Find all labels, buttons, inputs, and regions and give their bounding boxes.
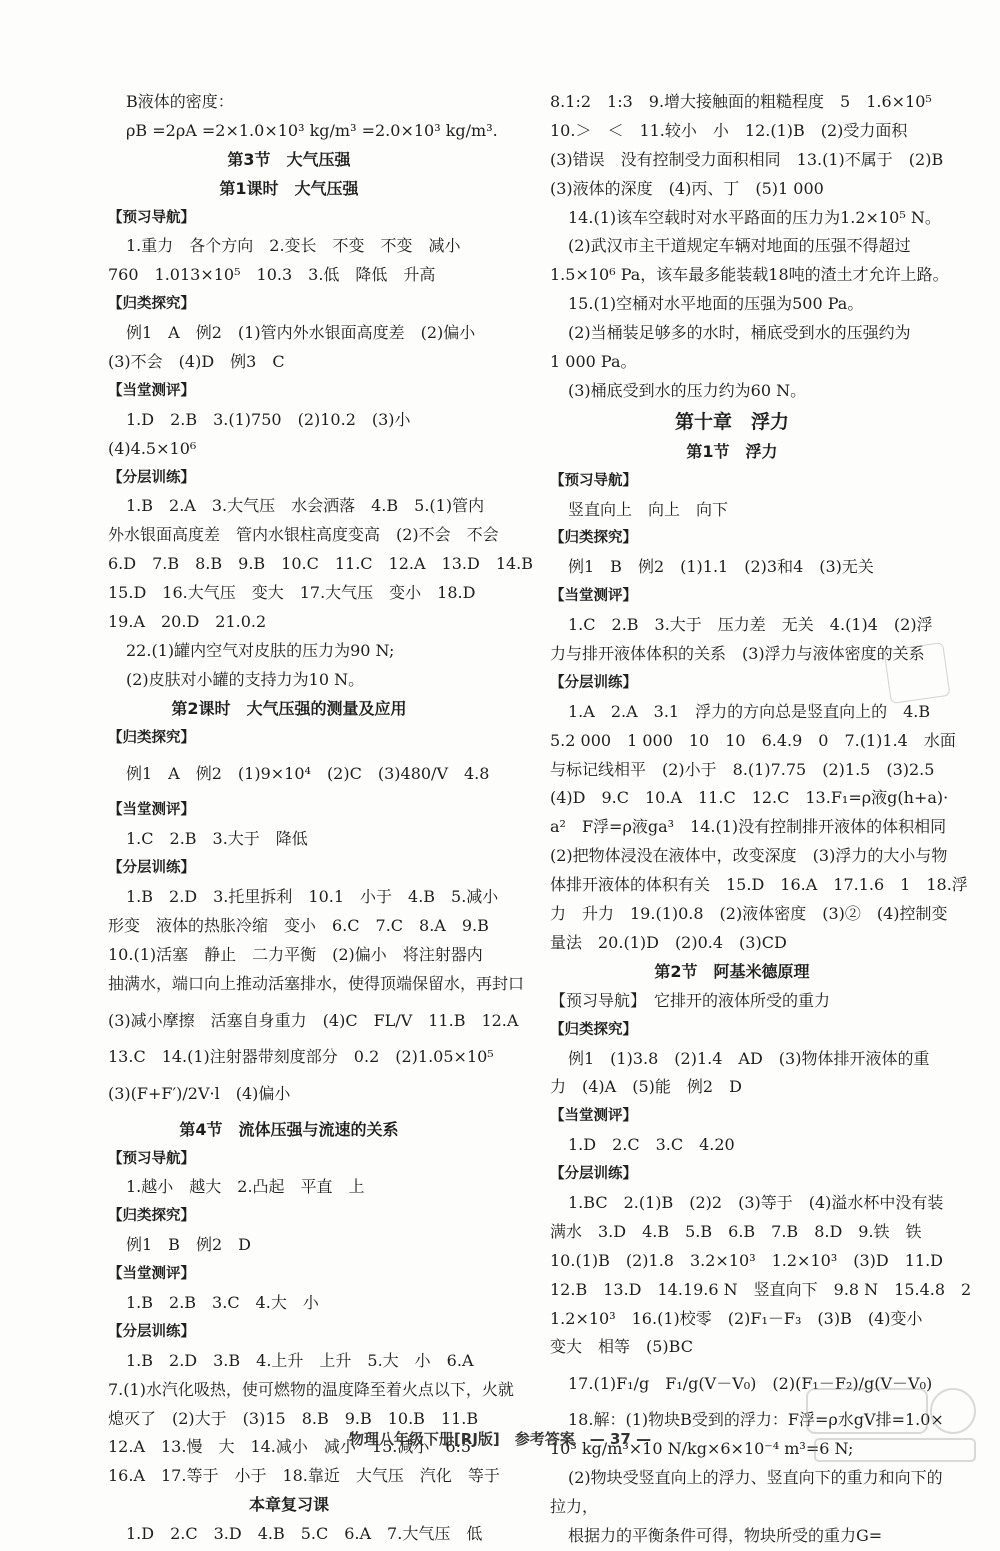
right-column-line: 拉力， [550, 1496, 599, 1516]
right-column-line: 【当堂测评】 [550, 1108, 637, 1125]
right-column-line: 根据力的平衡条件可得，物块所受的重力G= [568, 1525, 883, 1545]
left-column-line: B液体的密度： [126, 92, 234, 111]
right-column-line: 1.5×10⁶ Pa，该车最多能装载18吨的渣土才允许上路。 [550, 265, 949, 285]
stamp-watermark [884, 642, 951, 704]
right-column-line: (3)桶底受到水的压力约为60 N。 [568, 380, 807, 400]
left-column-line: 760 1.013×10⁵ 10.3 3.低 降低 升高 [108, 265, 436, 285]
right-column-line: 10³ kg/m³×10 N/kg×6×10⁻⁴ m³=6 N; [550, 1439, 854, 1459]
left-column-line: 形变 液体的热胀冷缩 变小 6.C 7.C 8.A 9.B [108, 916, 489, 936]
left-column-line: 7.(1)水汽化吸热，使可燃物的温度降至着火点以下，火就 [108, 1379, 514, 1399]
left-column-line: 1.B 2.D 3.托里拆利 10.1 小于 4.B 5.减小 [126, 887, 499, 907]
left-column-line: ρB =2ρA =2×1.0×10³ kg/m³ =2.0×10³ kg/m³. [126, 120, 498, 140]
left-column-line: 【归类探究】 [108, 729, 195, 746]
left-column-line: 【分层训练】 [108, 469, 195, 486]
right-column-line: 【归类探究】 [550, 530, 637, 547]
left-column-line: (3)不会 (4)D 例3 C [108, 352, 285, 372]
right-column-line: 体排开液体的体积有关 15.D 16.A 17.1.6 1 18.浮 [550, 875, 968, 895]
right-column-line: (3)错误 没有控制受力面积相同 13.(1)不属于 (2)B [550, 149, 944, 169]
left-column-line: 第3节 大气压强 [227, 149, 351, 169]
left-column-line: 1.D 2.C 3.D 4.B 5.C 6.A 7.大气压 低 [126, 1524, 483, 1544]
right-column-line: 1.BC 2.(1)B (2)2 (3)等于 (4)溢水杯中没有装 [568, 1192, 944, 1212]
left-column-line: 【归类探究】 [108, 1208, 195, 1225]
right-column-line: (2)把物体浸没在液体中，改变深度 (3)浮力的大小与物 [550, 846, 948, 866]
left-column-line: 例1 B 例2 D [126, 1235, 251, 1255]
left-column-line: 抽满水，端口向上推动活塞排水，使得顶端保留水，再封口 [108, 973, 525, 993]
right-column-line: 力与排开液体体积的关系 (3)浮力与液体密度的关系 [550, 644, 925, 664]
left-column-line: 【分层训练】 [108, 860, 195, 877]
left-column-line: 【预习导航】 [108, 1150, 195, 1167]
left-column-line: 1.B 2.A 3.大气压 水会洒落 4.B 5.(1)管内 [126, 496, 485, 516]
left-column-line: 例1 A 例2 (1)9×10⁴ (2)C (3)480/V 4.8 [126, 764, 490, 784]
left-column-line: 1.B 2.D 3.B 4.上升 上升 5.大 小 6.A [126, 1350, 474, 1370]
left-column-line: 1.重力 各个方向 2.变长 不变 不变 减小 [126, 236, 461, 256]
right-column-line: 【分层训练】 [550, 674, 637, 691]
left-column-line: 例1 A 例2 (1)管内外水银面高度差 (2)偏小 [126, 323, 476, 343]
right-column-line: 第2节 阿基米德原理 [654, 961, 810, 981]
right-column-line: 5.2 000 1 000 10 10 6.4.9 0 7.(1)1.4 水面 [550, 730, 956, 750]
right-column-line: 力 升力 19.(1)0.8 (2)液体密度 (3)② (4)控制变 [550, 904, 948, 924]
right-column-line: (3)液体的深度 (4)丙、丁 (5)1 000 [550, 178, 824, 198]
left-column-line: 1.C 2.B 3.大于 降低 [126, 829, 308, 849]
right-column-line: 第十章 浮力 [674, 410, 789, 433]
left-column-line: 熄灭了 (2)大于 (3)15 8.B 9.B 10.B 11.B [108, 1408, 479, 1428]
left-column-line: (3)(F+F′)/2V·l (4)偏小 [108, 1083, 291, 1103]
right-column-line: 例1 B 例2 (1)1.1 (2)3和4 (3)无关 [568, 557, 874, 577]
left-column-line: 【分层训练】 [108, 1323, 195, 1340]
right-column-line: 力 (4)A (5)能 例2 D [550, 1077, 742, 1097]
right-column-line: 【预习导航】 [550, 472, 637, 489]
right-column-line: 12.B 13.D 14.19.6 N 竖直向下 9.8 N 15.4.8 2 [550, 1279, 972, 1299]
right-column-line: 满水 3.D 4.B 5.B 6.B 7.B 8.D 9.铁 铁 [550, 1221, 922, 1241]
left-column-line: (3)减小摩擦 活塞自身重力 (4)C FL/V 11.B 12.A [108, 1010, 519, 1030]
right-column-line: 【预习导航】 它排开的液体所受的重力 [550, 990, 831, 1010]
right-column-line: 10.(1)B (2)1.8 3.2×10³ 1.2×10³ (3)D 11.D [550, 1250, 943, 1270]
left-column-line: 22.(1)罐内空气对皮肤的压力为90 N; [126, 640, 395, 660]
left-column-line: 13.C 14.(1)注射器带刻度部分 0.2 (2)1.05×10⁵ [108, 1046, 494, 1066]
left-column-line: 【当堂测评】 [108, 1266, 195, 1283]
left-column-line: 1.越小 越大 2.凸起 平直 上 [126, 1177, 365, 1197]
right-column-line: 18.解：(1)物块B受到的浮力：F浮=ρ水gV排=1.0× [568, 1410, 944, 1430]
page-footer: 物理八年级下册[RJ版] 参考答案 — 37 — [348, 1430, 652, 1448]
left-column-line: 6.D 7.B 8.B 9.B 10.C 11.C 12.A 13.D 14.B [108, 554, 534, 574]
left-column-line: 1.D 2.B 3.(1)750 (2)10.2 (3)小 [126, 409, 411, 429]
left-column-line: 第1课时 大气压强 [219, 178, 359, 198]
right-column-line: 1.C 2.B 3.大于 压力差 无关 4.(1)4 (2)浮 [568, 615, 933, 635]
right-column-line: 量法 20.(1)D (2)0.4 (3)CD [550, 932, 787, 952]
right-column-line: 17.(1)F₁/g F₁/g(V－V₀) (2)(F₁－F₂)/g(V－V₀) [568, 1374, 933, 1394]
left-column-line: 【预习导航】 [108, 209, 195, 226]
right-column-line: 与标记线相平 (2)小于 8.(1)7.75 (2)1.5 (3)2.5 [550, 759, 935, 779]
right-column-line: 10.＞ ＜ 11.较小 小 12.(1)B (2)受力面积 [550, 120, 908, 140]
right-column-line: 8.1:2 1:3 9.增大接触面的粗糙程度 5 1.6×10⁵ [550, 92, 932, 111]
right-column-line: (4)D 9.C 10.A 11.C 12.C 13.F₁=ρ液g(h+a)· [550, 788, 949, 808]
right-column-line: a² F浮=ρ液ga³ 14.(1)没有控制排开液体的体积相同 [550, 817, 947, 837]
right-column-line: 【分层训练】 [550, 1166, 637, 1183]
left-column-line: 12.A 13.慢 大 14.减小 减小 15.减小 6:5 [108, 1437, 472, 1457]
right-column-line: 1.D 2.C 3.C 4.20 [568, 1135, 735, 1155]
right-column-line: 15.(1)空桶对水平地面的压强为500 Pa。 [568, 294, 864, 314]
right-column-line: 【当堂测评】 [550, 588, 637, 605]
right-column-line: (2)物块受竖直向上的浮力、竖直向下的重力和向下的 [568, 1468, 943, 1488]
left-column-line: 1.B 2.B 3.C 4.大 小 [126, 1292, 319, 1312]
right-column-line: (2)当桶装足够多的水时，桶底受到水的压强约为 [568, 323, 911, 343]
right-column-line: 14.(1)该车空载时对水平路面的压力为1.2×10⁵ N。 [568, 207, 941, 227]
right-column-line: 1.2×10³ 16.(1)校零 (2)F₁－F₃ (3)B (4)变小 [550, 1308, 923, 1328]
right-column-line: 竖直向上 向上 向下 [568, 499, 729, 519]
left-column-line: 本章复习课 [248, 1495, 329, 1515]
right-column-line: (2)武汉市主干道规定车辆对地面的压强不得超过 [568, 236, 911, 256]
right-column-line: 1.A 2.A 3.1 浮力的方向总是竖直向上的 4.B [568, 701, 931, 721]
left-column-line: 19.A 20.D 21.0.2 [108, 612, 267, 632]
left-column-line: (4)4.5×10⁶ [108, 438, 197, 458]
right-column-line: 变大 相等 (5)BC [550, 1337, 693, 1357]
left-column-line: (2)皮肤对小罐的支持力为10 N。 [126, 669, 365, 689]
left-column-line: 第4节 流体压强与流速的关系 [179, 1119, 399, 1139]
left-column-line: 16.A 17.等于 小于 18.靠近 大气压 汽化 等于 [108, 1466, 500, 1486]
watermark-logo [805, 1385, 980, 1465]
right-column-line: 例1 (1)3.8 (2)1.4 AD (3)物体排开液体的重 [568, 1048, 930, 1068]
left-column-line: 外水银面高度差 管内水银柱高度变高 (2)不会 不会 [108, 525, 499, 545]
right-column-line: 1 000 Pa。 [550, 352, 637, 372]
left-column-line: 【当堂测评】 [108, 382, 195, 399]
left-column-line: 【归类探究】 [108, 296, 195, 313]
right-column-line: 第1节 浮力 [686, 441, 778, 461]
left-column-line: 10.(1)活塞 静止 二力平衡 (2)偏小 将注射器内 [108, 944, 483, 964]
right-column [550, 88, 972, 1551]
right-column-line: 【归类探究】 [550, 1021, 637, 1038]
left-column-line: 第2课时 大气压强的测量及应用 [171, 698, 407, 718]
left-column-line: 15.D 16.大气压 变大 17.大气压 变小 18.D [108, 583, 476, 603]
left-column-line: 【当堂测评】 [108, 802, 195, 819]
